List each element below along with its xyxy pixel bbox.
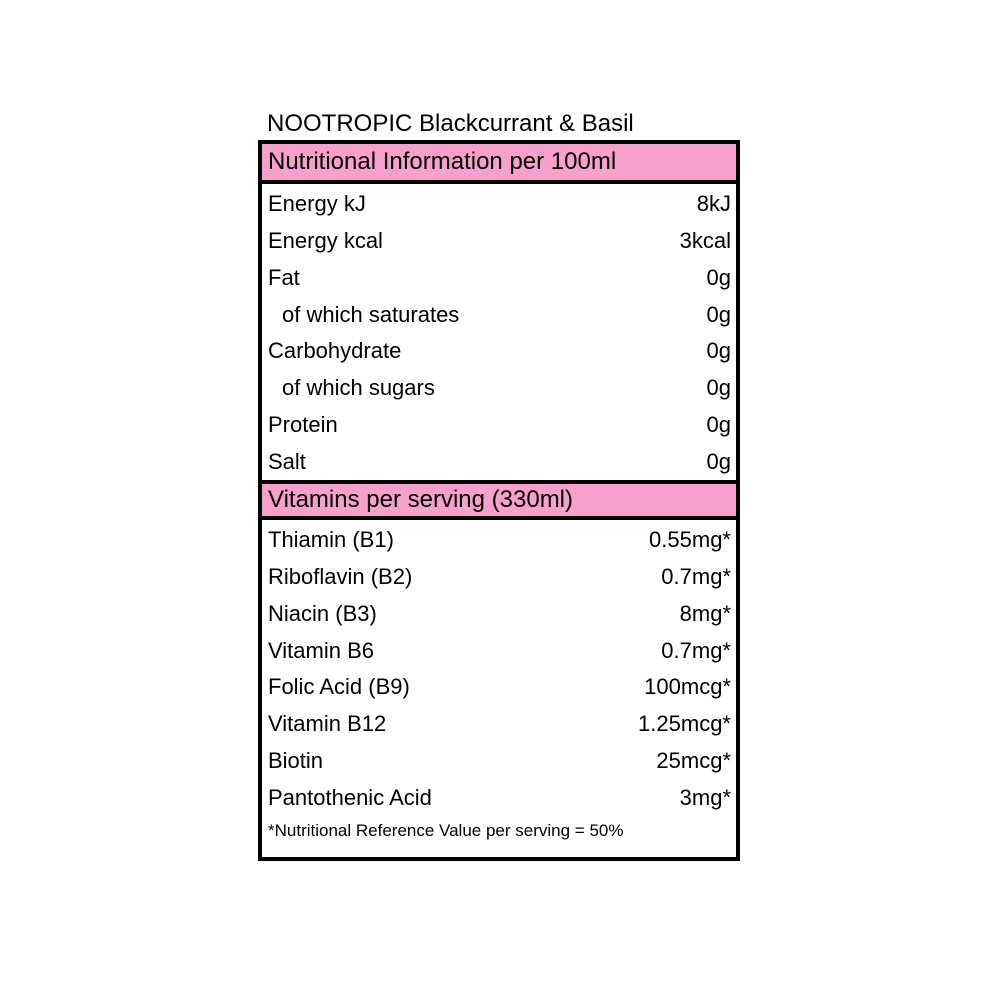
nutrient-value: 3kcal [679,228,731,254]
nutrition-row [262,223,736,260]
vitamin-label: Thiamin (B1) [268,527,394,553]
nutrition-row [262,296,736,333]
vitamin-value: 8mg* [679,600,731,626]
vitamin-rows [262,520,736,816]
nutrition-header [262,144,736,184]
vitamin-value: 0.7mg* [661,637,731,663]
nutrient-label: Fat [268,264,300,290]
vitamin-value: 0.55mg* [649,527,731,553]
nutrient-label: Protein [268,411,338,437]
vitamin-row [262,522,736,559]
vitamin-label: Vitamin B12 [268,711,387,737]
vitamin-label: Niacin (B3) [268,600,377,626]
nutrient-value: 0g [706,301,731,327]
vitamin-row [262,706,736,743]
nutrient-value: 0g [706,338,731,364]
vitamin-row [262,779,736,816]
vitamins-header [262,480,736,520]
nutrient-label: Salt [268,448,306,474]
vitamin-value: 100mcg* [644,674,731,700]
vitamin-row [262,559,736,596]
nutrient-label: Carbohydrate [268,338,402,364]
vitamin-value: 25mcg* [656,747,731,773]
nutrient-label: Energy kJ [268,191,366,217]
vitamin-row [262,743,736,780]
nutrition-row [262,407,736,444]
nutrition-row [262,260,736,297]
vitamin-row [262,669,736,706]
nutrient-label: Energy kcal [268,228,383,254]
nutrient-value: 0g [706,448,731,474]
nutrient-value: 0g [706,411,731,437]
nutrition-row [262,333,736,370]
footnote: *Nutritional Reference Value per serving = 50% [268,821,624,840]
vitamin-value: 3mg* [679,784,731,810]
vitamin-label: Vitamin B6 [268,637,374,663]
nutrient-value: 0g [706,375,731,401]
vitamin-value: 0.7mg* [661,564,731,590]
nutrient-value: 0g [706,264,731,290]
nutrient-label: of which saturates [282,301,460,327]
product-title: NOOTROPIC Blackcurrant & Basil [267,110,634,137]
vitamin-label: Folic Acid (B9) [268,674,410,700]
vitamin-value: 1.25mcg* [638,711,731,737]
vitamin-label: Riboflavin (B2) [268,564,413,590]
nutrient-label: of which sugars [282,375,435,401]
vitamin-row [262,596,736,633]
nutrition-header-text: Nutritional Information per 100ml [268,148,617,175]
nutrition-row [262,370,736,407]
nutrition-label-box [258,140,740,861]
vitamin-label: Pantothenic Acid [268,784,432,810]
nutrient-value: 8kJ [696,191,731,217]
nutrition-row [262,186,736,223]
nutrition-rows [262,184,736,480]
vitamin-row [262,632,736,669]
vitamins-header-text: Vitamins per serving (330ml) [268,486,574,513]
vitamin-label: Biotin [268,747,324,773]
nutrition-row [262,443,736,480]
